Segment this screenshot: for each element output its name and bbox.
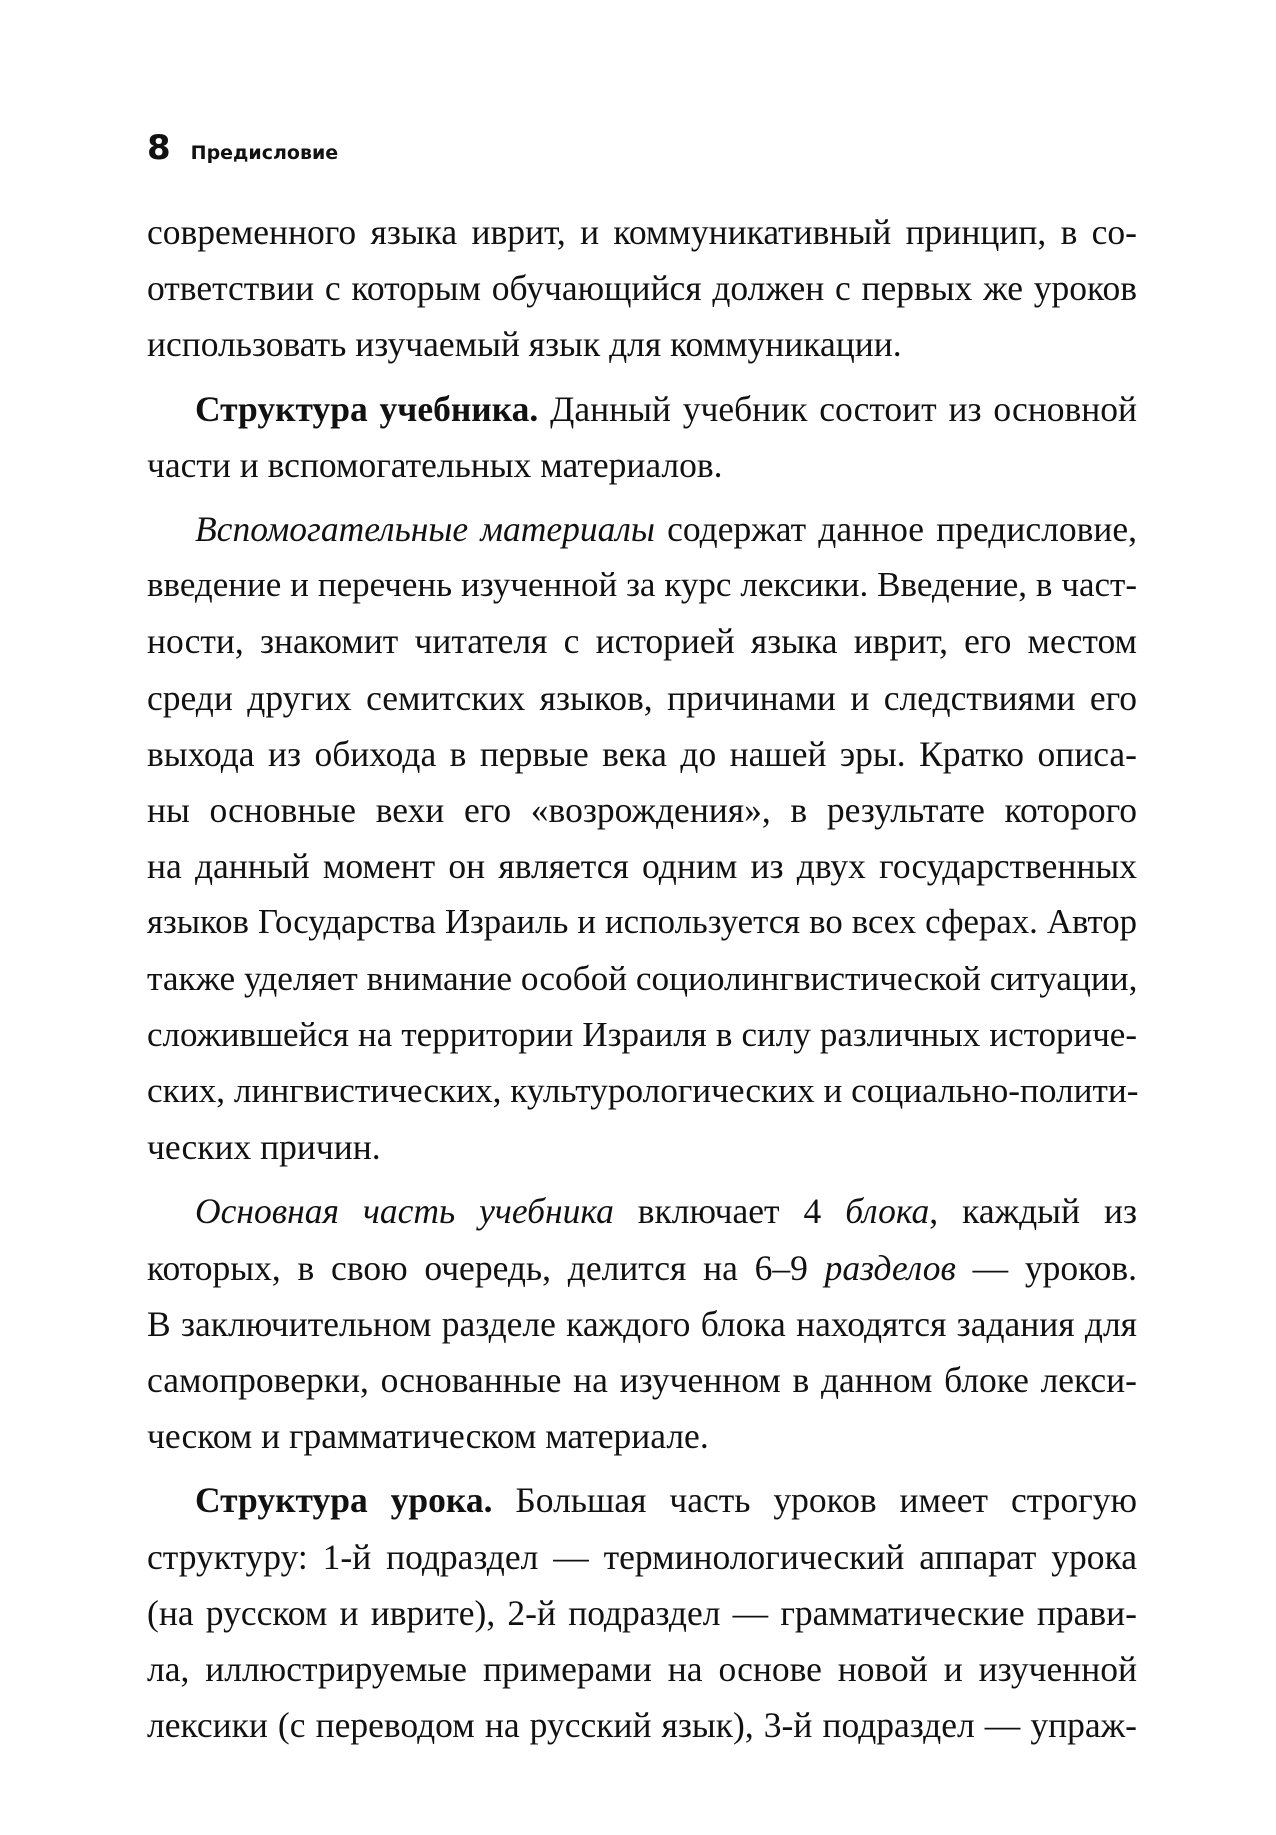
text-run: , каждый из [929, 1191, 1137, 1232]
text-run: Данный учебник состоит из основной [538, 388, 1137, 429]
paragraph-textbook-structure [147, 381, 1137, 493]
italic-term: разделов [824, 1247, 956, 1288]
text-line: (на русском и иврите), 2-й подраздел — грамматические прави- [147, 1592, 1137, 1633]
text-line: также уделяет внимание особой социолингвистической ситуации, [147, 958, 1138, 998]
text-line: лексики (с переводом на русский язык), 3-й подраздел — упраж- [147, 1705, 1137, 1746]
text-line: выхода из обихода в первые века до нашей эры. Кратко описа- [147, 733, 1137, 774]
text-run: Большая часть уроков имеет строгую [492, 1480, 1137, 1521]
text-line: на данный момент он является одним из двух государственных [147, 846, 1137, 887]
text-line [147, 1472, 1137, 1528]
text-line: ских, лингвистических, культурологических и социально-полити- [147, 1071, 1139, 1111]
text-line: структуру: 1-й подраздел — терминологический аппарат урока [147, 1536, 1137, 1577]
text-line: части и вспомогательных материалов. [147, 444, 723, 485]
text-run: которых, в свою очередь, делится на 6–9 [147, 1247, 825, 1288]
body-text [147, 204, 1137, 1753]
text-line: ности, знакомит читателя с историей языка иврит, его местом [147, 621, 1137, 662]
running-head [147, 128, 338, 168]
text-line: ла, иллюстрируемые примерами на основе новой и изученной [147, 1649, 1137, 1690]
text-line [147, 501, 1137, 557]
italic-term: Вспомогательные материалы [195, 509, 655, 550]
running-title: Предисловие [190, 142, 339, 164]
italic-term: блока [845, 1191, 930, 1232]
text-line [147, 1183, 1137, 1239]
text-run: — уроков. [955, 1247, 1138, 1288]
text-line: ческом и грамматическом материале. [147, 1416, 709, 1457]
paragraph-auxiliary-materials [147, 501, 1137, 1175]
text-line: ответствии с которым обучающийся должен с первых же уроков [147, 268, 1137, 309]
paragraph-main-part [147, 1183, 1137, 1464]
paragraph-1 [147, 204, 1137, 373]
text-line: ческих причин. [147, 1127, 381, 1168]
italic-term: Основная часть учебника [195, 1191, 614, 1232]
text-line: использовать изучаемый язык для коммуникации. [147, 324, 902, 365]
paragraph-lesson-structure [147, 1472, 1137, 1753]
text-line [147, 381, 1137, 437]
text-line: введение и перечень изученной за курс лексики. Введение, в част- [147, 565, 1137, 605]
page-number: 8 [147, 128, 171, 168]
paragraph-heading: Структура учебника. [195, 388, 539, 429]
text-line [147, 1240, 1137, 1296]
text-line: языков Государства Израиль и используется во всех сферах. Автор [147, 902, 1137, 942]
text-line: среди других семитских языков, причинами и следствиями его [147, 677, 1137, 718]
text-line: самопроверки, основанные на изученном в данном блоке лекси- [147, 1360, 1137, 1401]
text-line: В заключительном разделе каждого блока находятся задания для [147, 1303, 1137, 1344]
text-line: современного языка иврит, и коммуникативный принцип, в со- [147, 212, 1137, 252]
text-line: ны основные вехи его «возрождения», в результате которого [147, 790, 1137, 831]
text-run: включает 4 [613, 1191, 846, 1232]
text-line: сложившейся на территории Израиля в силу различных историче- [147, 1014, 1137, 1054]
text-run: содержат данное предисловие, [654, 509, 1137, 550]
paragraph-heading: Структура урока. [195, 1480, 493, 1521]
